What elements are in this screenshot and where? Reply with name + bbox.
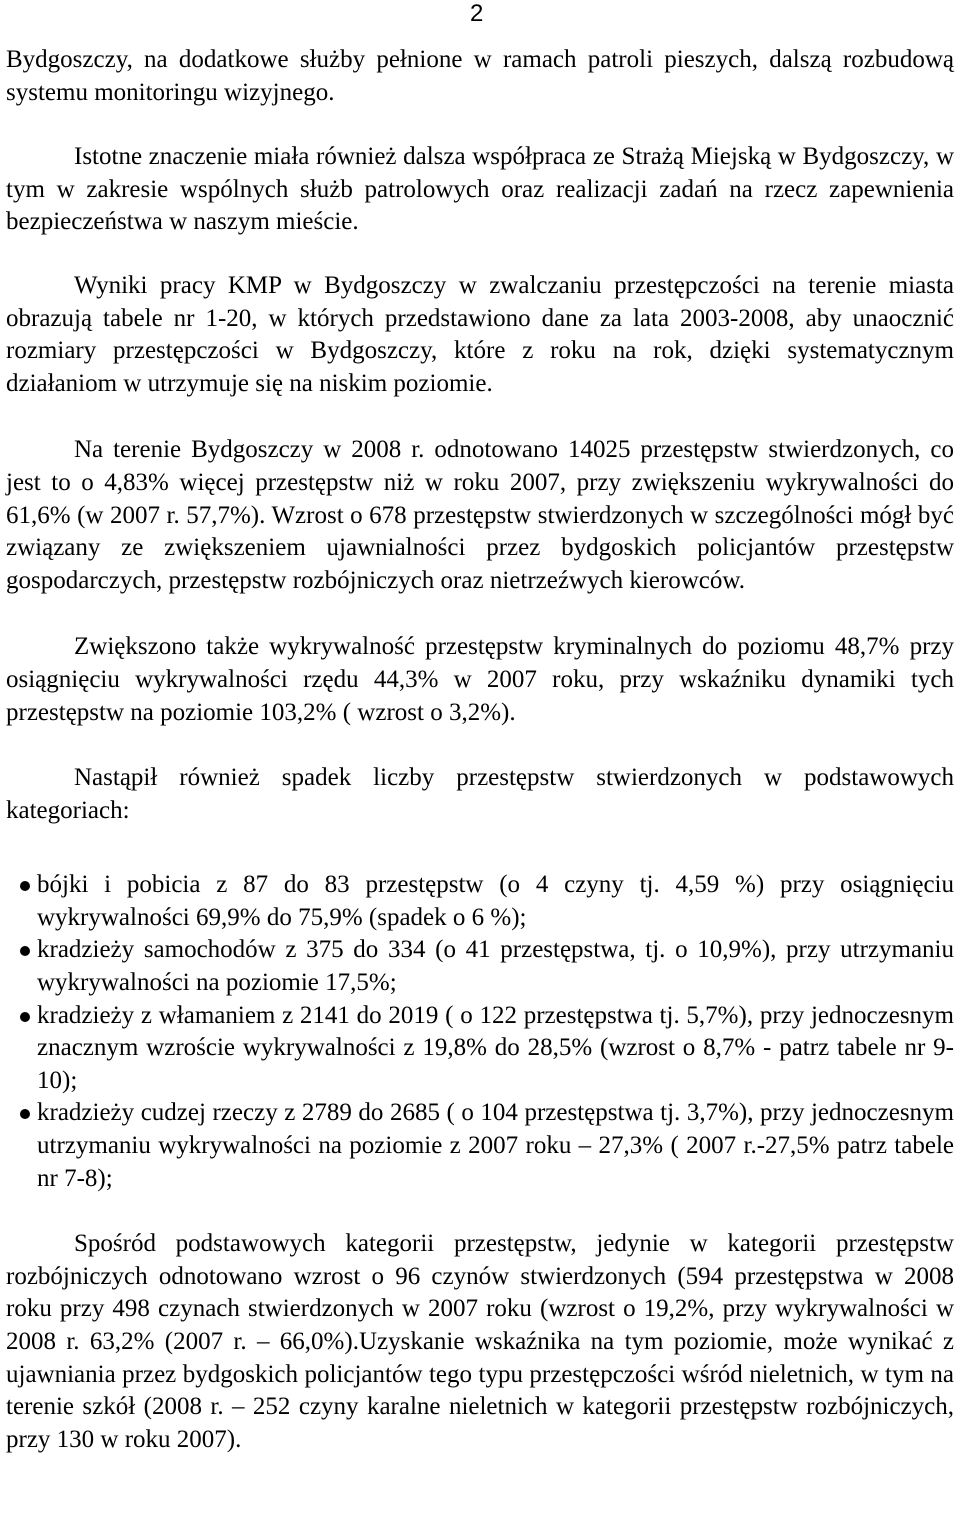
paragraph-monitoring: Bydgoszczy, na dodatkowe służby pełnione w ramach patroli pieszych, dalszą rozbudową systemu monitoringu wizyjnego. bbox=[6, 46, 954, 106]
paragraph-spadek: Nastąpił również spadek liczby przestępstw stwierdzonych w podstawowych kategoriach: bbox=[6, 764, 954, 824]
document-body bbox=[6, 44, 954, 1456]
bullet-dot-icon bbox=[20, 946, 30, 956]
paragraph-wykrywalnosc: Zwiększono także wykrywalność przestępstw kryminalnych do poziomu 48,7% przy osiągnięciu wykrywalności rzędu 44,3% w 2007 roku, przy wskaźniku dynamiki tych przestępstw na poziomie 103,2% ( wzrost o 3,2%). bbox=[6, 633, 954, 726]
list-item bbox=[6, 934, 954, 999]
list-item bbox=[6, 1097, 954, 1195]
paragraph-statystyka-2008: Na terenie Bydgoszczy w 2008 r. odnotowano 14025 przestępstw stwierdzonych, co jest to o 4,83% więcej przestępstw niż w roku 2007, przy zwiększeniu wykrywalności do 61,6% (w 2007 r. 57,7%). Wzrost o 678 przestępstw stwierdzonych w szczególności mógł być związany ze zwiększeniem ujawnialności przez bydgoskich policjantów przestępstw gospodarczych, przestępstw rozbójniczych oraz nietrzeźwych kierowców. bbox=[6, 436, 954, 594]
list-item-text: kradzieży cudzej rzeczy z 2789 do 2685 ( o 104 przestępstwa tj. 3,7%), przy jednoczesnym utrzymaniu wykrywalności na poziomie z 2007 roku – 27,3% ( 2007 r.-27,5% patrz tabele nr 7-8); bbox=[37, 1099, 954, 1192]
bullet-dot-icon bbox=[20, 1109, 30, 1119]
list-item-text: kradzieży z włamaniem z 2141 do 2019 ( o 122 przestępstwa tj. 5,7%), przy jednoczesnym znacznym wzroście wykrywalności z 19,8% do 28,5% (wzrost o 8,7% - patrz tabele nr 9-10); bbox=[37, 1001, 954, 1094]
list-item bbox=[6, 1000, 954, 1098]
paragraph-wyniki-pracy: Wyniki pracy KMP w Bydgoszczy w zwalczaniu przestępczości na terenie miasta obrazują tabele nr 1-20, w których przedstawiono dane za lata 2003-2008, aby unaocznić rozmiary przestępczości w Bydgoszczy, które z roku na rok, dzięki systematycznym działaniom w utrzymuje się na niskim poziomie. bbox=[6, 271, 954, 397]
bullet-dot-icon bbox=[20, 1012, 30, 1022]
list-item-text: kradzieży samochodów z 375 do 334 (o 41 przestępstwa, tj. o 10,9%), przy utrzymaniu wykrywalności na poziomie 17,5%; bbox=[37, 936, 954, 997]
bullet-dot-icon bbox=[20, 881, 30, 891]
category-list bbox=[6, 869, 954, 1195]
page-number: 2 bbox=[470, 0, 484, 27]
paragraph-straz-miejska: Istotne znaczenie miała również dalsza współpraca ze Strażą Miejską w Bydgoszczy, w tym w zakresie wspólnych służb patrolowych oraz realizacji zadań na rzecz zapewnienia bezpieczeństwa w naszym mieście. bbox=[6, 143, 954, 236]
paragraph-rozboje: Spośród podstawowych kategorii przestępstw, jedynie w kategorii przestępstw rozbójniczych odnotowano wzrost o 96 czynów stwierdzonych (594 przestępstwa w 2008 roku przy 498 czynach stwierdzonych w 2007 roku (wzrost o 19,2%, przy wykrywalności w 2008 r. 63,2% (2007 r. – 66,0%).Uzyskanie wskaźnika na tym poziomie, może wynikać z ujawniania przez bydgoskich policjantów tego typu przestępczości wśród nieletnich, w tym na terenie szkół (2008 r. – 252 czyny karalne nieletnich w kategorii przestępstw rozbójniczych, przy 130 w roku 2007). bbox=[6, 1230, 954, 1453]
list-item bbox=[6, 869, 954, 934]
list-item-text: bójki i pobicia z 87 do 83 przestępstw (o 4 czyny tj. 4,59 %) przy osiągnięciu wykrywalności 69,9% do 75,9% (spadek o 6 %); bbox=[37, 871, 954, 931]
